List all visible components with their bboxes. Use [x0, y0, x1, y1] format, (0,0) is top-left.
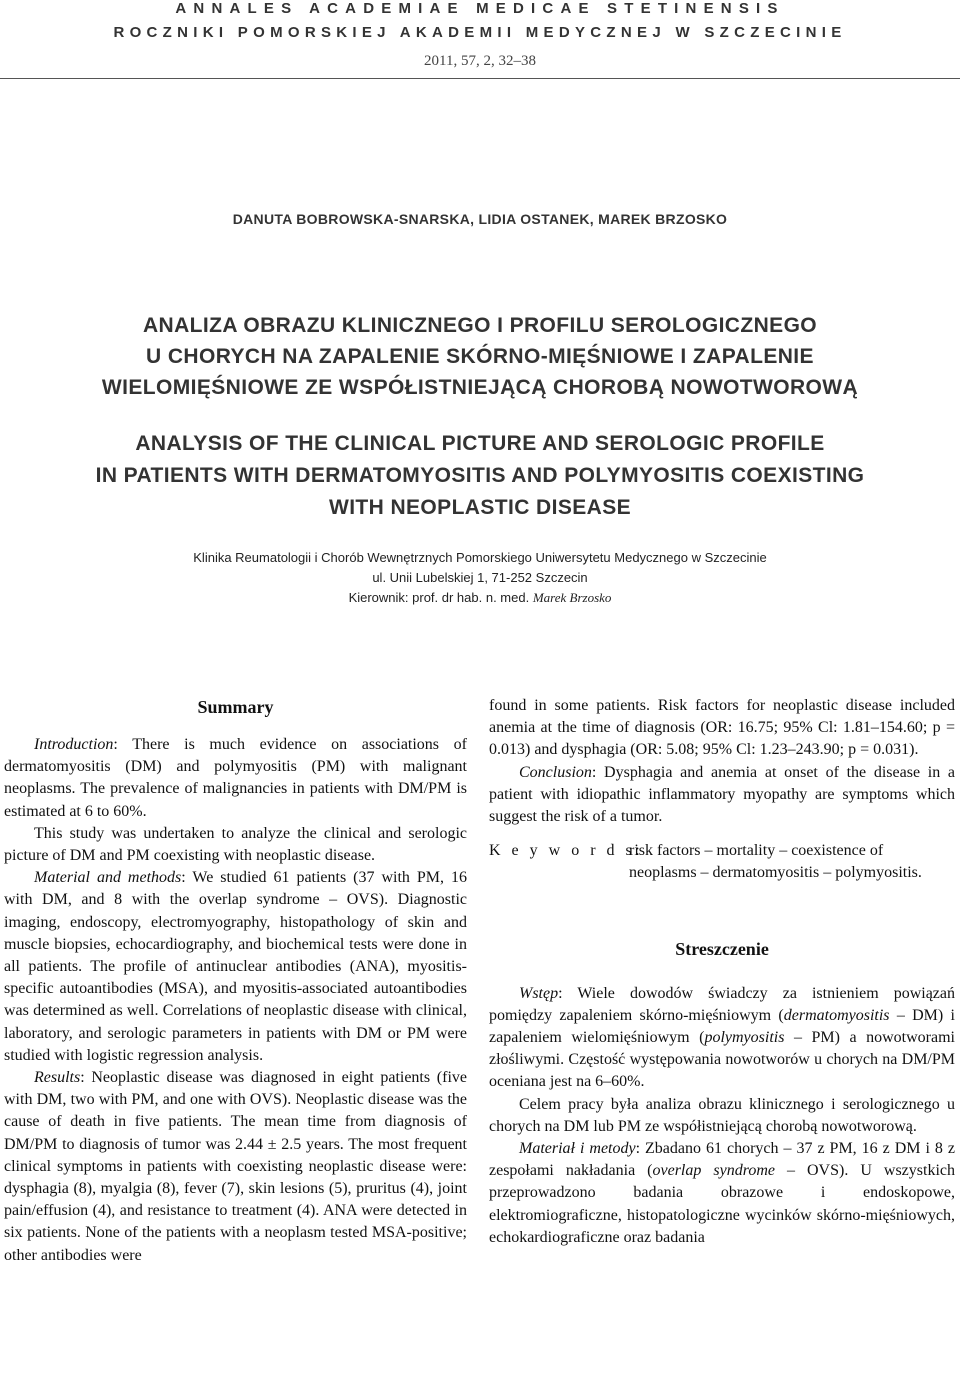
affiliation-line: ul. Unii Lubelskiej 1, 71-252 Szczecin	[372, 570, 588, 585]
results-label: Results	[34, 1069, 81, 1087]
wstep-label: Wstęp	[519, 984, 559, 1002]
keywords-text	[629, 840, 955, 884]
title-pl-line: ANALIZA OBRAZU KLINICZNEGO I PROFILU SEROLOGICZNEGO	[142, 314, 818, 337]
keywords-label: K e y w o r d s:	[489, 842, 644, 860]
right-column	[489, 695, 955, 1249]
summary-introduction: Introduction: There is much evidence on associations of dermatomyositis (DM) and polymyositis (PM) with malignant neoplasms. The prevalence of malignancies in patients with DM/PM is estimated at 6 to 60%.	[4, 736, 467, 820]
methods-label: Material and methods	[34, 869, 182, 887]
summary-conclusion: Conclusion: Dysphagia and anemia at onset of the disease in a patient with idiopathic inflammatory myopathy are symptoms which suggest the risk of a tumor.	[489, 763, 955, 826]
authors: DANUTA BOBROWSKA-SNARSKA, LIDIA OSTANEK, MAREK BRZOSKO	[232, 211, 728, 227]
streszczenie-heading: Streszczenie	[675, 938, 769, 959]
title-en-line: IN PATIENTS WITH DERMATOMYOSITIS AND POLYMYOSITIS COEXISTING	[95, 464, 865, 487]
title-en-line: WITH NEOPLASTIC DISEASE	[328, 496, 632, 519]
title-en-line: ANALYSIS OF THE CLINICAL PICTURE AND SEROLOGIC PROFILE	[135, 432, 825, 455]
keywords-line: neoplasms – dermatomyositis – polymyositis.	[629, 864, 922, 882]
title-polish	[0, 310, 960, 403]
title-pl-line: WIELOMIĘŚNIOWE ZE WSPÓŁISTNIEJĄCĄ CHOROBĄ NOWOTWOROWĄ	[101, 376, 859, 399]
head-label: Kierownik: prof. dr hab. n. med.	[348, 590, 533, 605]
keywords	[489, 840, 955, 884]
summary-heading: Summary	[197, 697, 274, 717]
journal-citation: 2011, 57, 2, 32–38	[424, 53, 536, 69]
streszczenie-wstep: Wstęp: Wiele dowodów świadczy za istnieniem powiązań pomiędzy zapaleniem skórno-mięśniowym (dermatomyositis – DM) i zapaleniem wielomięśniowym (polymyositis – PM) a nowotworami złośliwymi. Częstość występowania nowotworów u chorych na DM/PM oceniana jest na 6–60%.	[489, 984, 955, 1091]
metody-label: Materiał i metody	[519, 1140, 636, 1158]
title-pl-line: U CHORYCH NA ZAPALENIE SKÓRNO-MIĘŚNIOWE I ZAPALENIE	[146, 345, 814, 368]
head-name: Marek Brzosko	[532, 590, 612, 605]
journal-name-latin: ANNALES ACADEMIAE MEDICAE STETINENSIS	[175, 0, 785, 17]
summary-column	[4, 695, 467, 1267]
streszczenie-cel: Celem pracy była analiza obrazu klinicznego i serologicznego u chorych na DM lub PM ze współistniejącą chorobą nowotworową.	[489, 1095, 955, 1135]
journal-name-polish: ROCZNIKI POMORSKIEJ AKADEMII MEDYCZNEJ W SZCZECINIE	[113, 24, 847, 41]
summary-results-continued: found in some patients. Risk factors for neoplastic disease included anemia at the time of diagnosis (OR: 16.75; 95% Cl: 1.81–154.60; p = 0.013) and dysphagia (OR: 5.08; 95% Cl: 1.23–243.90; p = 0.031).	[489, 697, 955, 759]
conclusion-label: Conclusion	[519, 763, 592, 781]
header-rule	[0, 78, 960, 79]
intro-label: Introduction	[34, 736, 114, 753]
summary-results: Results: Neoplastic disease was diagnosed in eight patients (five with DM, two with PM, and one with OVS). Neoplastic disease was the cause of death in five patients. The mean time from diagnosis of DM/PM to diagnosis of tumor was 2.44 ± 2.5 years. The most frequent clinical symptoms in patients with coexisting neoplastic disease were: dysphagia (8), myalgia (8), fever (7), skin lesions (5), pruritus (4), joint pain/effusion (4), and resistance to treatment (4). ANA were detected in six patients. None of the patients with a neoplasm tested MSA-positive; other antibodies were	[4, 1069, 467, 1264]
keywords-line: risk factors – mortality – coexistence of	[629, 842, 884, 860]
summary-methods: Material and methods: We studied 61 patients (37 with PM, 16 with DM, and 8 with the overlap syndrome – OVS). Diagnostic imaging, endoscopy, electromyography, histopathology of skin and muscle biopsies, echocardiography, and biochemical tests were done in all patients. The profile of antinuclear antibodies (ANA), myositis-specific autoantibodies (MSA), and myositis-associated autoantibodies was determined as well. Correlations of neoplastic disease with clinical, laboratory, and serologic parameters in patients with DM or PM were studied with logistic regression analysis.	[4, 869, 467, 1064]
summary-aim: This study was undertaken to analyze the clinical and serologic picture of DM and PM coexisting with neoplastic disease.	[4, 824, 467, 865]
title-english	[0, 428, 960, 524]
streszczenie-metody: Materiał i metody: Zbadano 61 chorych – 37 z PM, 16 z DM i 8 z zespołami nakładania (overlap syndrome – OVS). U wszystkich przeprowadzono badania obrazowe i endoskopowe, elektromiograficzne, histopatologiczne wycinków skórno-mięśniowych, echokardiograficzne oraz badania	[489, 1140, 956, 1246]
affiliation-line: Klinika Reumatologii i Chorób Wewnętrznych Pomorskiego Uniwersytetu Medycznego w Szczecinie	[193, 550, 767, 565]
affiliation	[0, 548, 960, 608]
affiliation-line	[0, 588, 960, 608]
